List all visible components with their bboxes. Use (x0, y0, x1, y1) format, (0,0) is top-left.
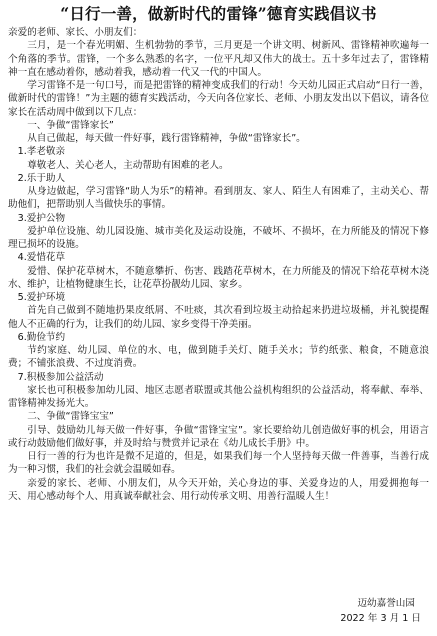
item-6-title: 6.勤俭节约 (17, 331, 66, 343)
item-2-body: 从身边做起，学习雷锋“助人为乐”的精神。看到朋友、家人、陌生人有困难了，主动关心、帮助他们，把帮助别人当做快乐的事情。 (8, 186, 429, 211)
intro-paragraph-2: 学习雷锋不是一句口号，而是把雷锋的精神变成我们的行动！今天幼儿园正式启动“日行一善，做新时代的雷锋！”为主题的德育实践活动，今天向各位家长、老师、小朋友发出以下倡议，请各位家长在活动周中做到以下几点： (8, 80, 429, 118)
section-2-heading: 二、争做“雷锋宝宝” (27, 411, 114, 423)
item-4-body: 爱惜、保护花草树木，不随意攀折、伤害、践踏花草树木，在力所能及的情况下给花草树木浇水、维护，让植物健康生长，让花草扮靓幼儿园、家乡。 (8, 265, 429, 290)
signature-date: 2022 年 3 月 1 日 (340, 613, 421, 624)
section-1-heading: 一、争做“雷锋家长” (27, 119, 114, 131)
item-5-body: 首先自己做到不随地扔果皮纸屑、不吐痰，其次看到垃圾主动拾起来扔进垃圾桶，并礼貌提醒他人不正确的行为，让我们的幼儿园、家乡变得干净美丽。 (8, 305, 429, 330)
closing-paragraph-2: 亲爱的家长、老师、小朋友们，从今天开始，关心身边的事、关爱身边的人，用爱拥抱每一天、用心感动每个人、用真诚奉献社会、用行动传承文明、用善行温暖人生！ (8, 477, 429, 502)
item-7-title: 7.积极参加公益活动 (17, 371, 104, 383)
section-2-body: 引导、鼓励幼儿每天做一件好事，争做“雷锋宝宝”。家长要给幼儿创造做好事的机会，用语言或行动鼓励他们做好事，并及时给与赞赏并记录在《幼儿成长手册》中。 (8, 424, 429, 449)
item-1-title: 1.孝老敬亲 (17, 146, 66, 158)
closing-paragraph-1: 日行一善的行为也许是微不足道的，但是，如果我们每一个人坚持每天做一件善事，当善行成为一种习惯，我们的社会就会温暖如春。 (8, 451, 429, 476)
item-1-body: 尊敬老人、关心老人，主动帮助有困难的老人。 (27, 159, 229, 171)
item-2-title: 2.乐于助人 (17, 172, 66, 184)
item-4-title: 4.爱惜花草 (17, 252, 66, 264)
item-6-body: 节约家庭、幼儿园、单位的水、电，做到随手关灯、随手关水；节约纸张、粮食，不随意浪费；不铺张浪费、不过度消费。 (8, 345, 429, 370)
section-1-lead: 从自己做起，每天做一件好事，践行雷锋精神，争做“雷锋家长”。 (27, 133, 306, 144)
item-3-title: 3.爱护公物 (17, 212, 66, 224)
signature-organization: 迈幼嘉誉山园 (357, 598, 415, 609)
item-5-title: 5.爱护环境 (17, 292, 66, 303)
document-title: “日行一善，做新时代的雷锋”德育实践倡议书 (60, 4, 377, 23)
intro-paragraph-1: 三月，是一个春光明媚、生机勃勃的季节，三月更是一个讲文明、树新风、雷锋精神吹遍每一个角落的季节。雷锋，一个多么熟悉的名字，一位平凡却又伟大的战士。五十多年过去了，雷锋精神一直在感动着你，感动着我，感动着一代又一代的中国人。 (8, 40, 429, 78)
item-7-body: 家长也可积极参加幼儿园、地区志愿者联盟或其他公益机构组织的公益活动，将奉献、奉举、雷锋精神发扬光大。 (8, 384, 429, 409)
document-page (8, 4, 429, 628)
item-3-body: 爱护单位设施、幼儿园设施、城市美化及运动设施，不破坏、不损坏，在力所能及的情况下修理已损坏的设施。 (8, 225, 429, 250)
greeting: 亲爱的老师、家长、小朋友们： (8, 27, 143, 38)
